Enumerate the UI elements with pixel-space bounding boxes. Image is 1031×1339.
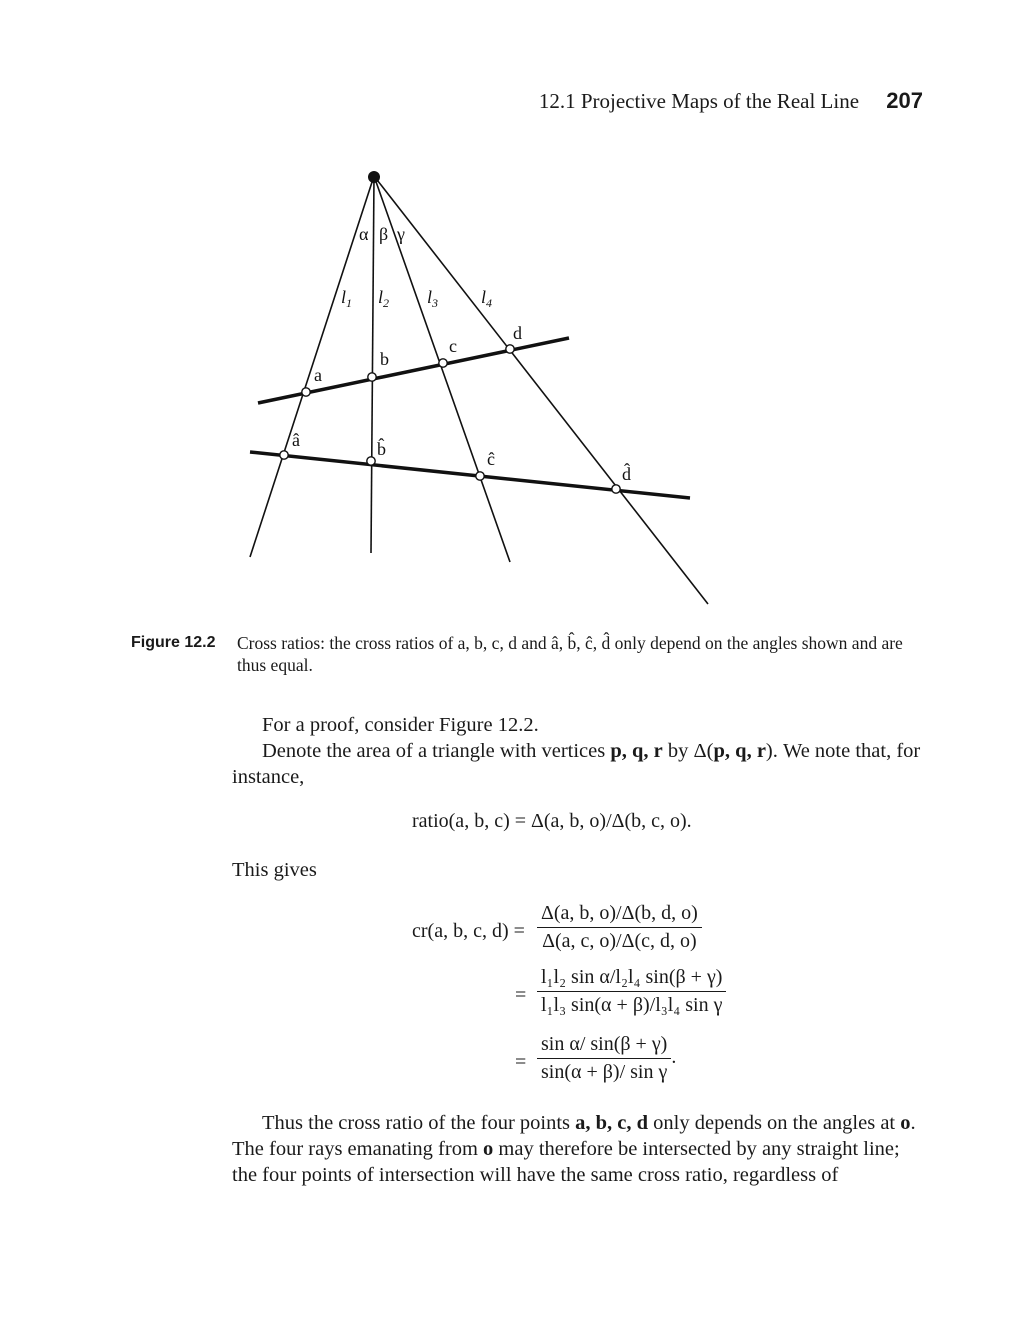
paragraph-area-notation: Denote the area of a triangle with vertices p, q, r by Δ(p, q, r). We note that, for instance, [232, 740, 921, 788]
point-b [368, 373, 376, 381]
label-l3: $l_3$ [427, 287, 439, 310]
point-a [302, 388, 310, 396]
paragraph-this-gives: This gives [232, 859, 317, 881]
section-title: 12.1 Projective Maps of the Real Line [538, 89, 860, 113]
equation-ratio: ratio(a, b, c) = Δ(a, b, o)/Δ(b, c, o). [412, 810, 692, 832]
label-a-hat: â [292, 430, 300, 450]
point-c-hat [476, 472, 484, 480]
cross-ratio-figure [0, 0, 1031, 620]
label-b-hat: b̂ [377, 439, 386, 459]
ray-l3 [374, 176, 510, 562]
point-d [506, 345, 514, 353]
angle-beta: β [379, 224, 389, 244]
figure-label: Figure 12.2 [131, 634, 216, 651]
caption-text: Cross ratios: the cross ratios of a, b, c, d and â, b̂, ĉ, d̂ only depend on the angles shown and are thus equal. [237, 633, 903, 675]
paragraph-conclusion: Thus the cross ratio of the four points a, b, c, d only depends on the angles at o. The four rays emanating from o may therefore be intersected by any straight line; the four points of intersection will have the same cross ratio, regardless of [232, 1112, 916, 1186]
equation-cr-line3: $\frac{\text{sin α/ sin(β + γ)}}{\text{sin(α + β)/ sin γ}}$ . [537, 1033, 676, 1084]
equation-eq-2: = [515, 984, 527, 1006]
label-l2: $l_2$ [378, 287, 390, 310]
page-number: 207 [886, 88, 923, 113]
label-d-hat: d̂ [622, 464, 631, 484]
label-b: b [380, 349, 389, 369]
equation-cr-line2: $\frac{\text{l₁l₂ sin α/l₂l₄ sin(β + γ)}}{\text{l₁l₃ sin(α + β)/l₃l₄ sin γ}}$ [537, 966, 726, 1017]
point-b-hat [367, 457, 375, 465]
center-point-o [368, 171, 380, 183]
equation-cr-lhs: cr(a, b, c, d) = [412, 920, 525, 942]
ray-l1 [250, 176, 374, 557]
equation-eq-3: = [515, 1051, 527, 1073]
angle-alpha: α [359, 224, 369, 244]
ray-l4 [374, 176, 708, 604]
paragraph-proof-intro: For a proof, consider Figure 12.2. [262, 714, 539, 736]
point-c [439, 359, 447, 367]
label-d: d [513, 323, 522, 343]
point-a-hat [280, 451, 288, 459]
ray-l2 [371, 176, 374, 553]
equation-cr-line1: $\frac{\Delta(a, b, o)/\Delta(b, d, o)}{\Delta(a, c, o)/\Delta(c, d, o)}$ [537, 902, 702, 953]
label-l4: $l_4$ [481, 287, 493, 310]
label-a: a [314, 365, 322, 385]
label-c-hat: ĉ [487, 449, 495, 469]
label-c: c [449, 336, 457, 356]
label-l1: $l_1$ [341, 287, 353, 310]
point-d-hat [612, 485, 620, 493]
angle-gamma: γ [397, 224, 405, 244]
